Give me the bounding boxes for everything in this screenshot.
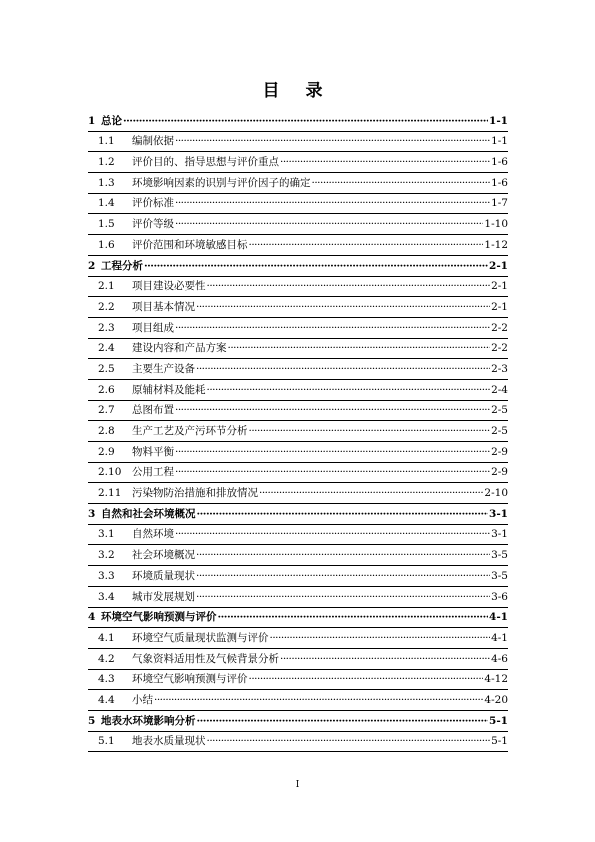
toc-dot-leader xyxy=(196,362,490,377)
toc-section-entry[interactable] xyxy=(88,566,508,587)
toc-dot-leader xyxy=(175,465,490,480)
toc-entry-number: 3.1 xyxy=(98,528,115,541)
toc-entry-number: 4.3 xyxy=(98,673,115,686)
toc-entry-page: 1-1 xyxy=(489,114,508,127)
toc-dot-leader xyxy=(175,134,490,149)
toc-entry-page: 3-5 xyxy=(491,549,508,562)
toc-entry-page: 2-9 xyxy=(491,466,508,479)
toc-entry-number: 2.5 xyxy=(98,362,115,375)
toc-entry-title: 环境影响因素的识别与评价因子的确定 xyxy=(132,176,311,189)
toc-entry-page: 5-1 xyxy=(489,714,508,727)
toc-entry-title: 主要生产设备 xyxy=(132,362,195,375)
toc-entry-number: 1.2 xyxy=(98,156,115,169)
toc-dot-leader xyxy=(249,672,484,687)
toc-entry-title: 物料平衡 xyxy=(132,445,174,458)
toc-entry-number: 2.4 xyxy=(98,342,115,355)
toc-section-entry[interactable] xyxy=(88,463,508,484)
toc-entry-title: 小结 xyxy=(132,693,153,706)
toc-section-entry[interactable] xyxy=(88,587,508,608)
toc-chapter-entry[interactable] xyxy=(88,711,508,732)
toc-entry-number: 2.6 xyxy=(98,383,115,396)
toc-entry-number: 1.1 xyxy=(98,135,115,148)
toc-dot-leader xyxy=(197,714,489,729)
toc-dot-leader xyxy=(123,114,488,129)
toc-entry-title: 地表水质量现状 xyxy=(132,735,206,748)
toc-section-entry[interactable] xyxy=(88,442,508,463)
toc-section-entry[interactable] xyxy=(88,297,508,318)
toc-section-entry[interactable] xyxy=(88,545,508,566)
toc-entry-number: 2.11 xyxy=(98,487,122,500)
toc-entry-page: 2-2 xyxy=(491,321,508,334)
toc-section-entry[interactable] xyxy=(88,152,508,173)
toc-entry-title: 原辅材料及能耗 xyxy=(132,383,206,396)
toc-entry-title: 社会环境概况 xyxy=(132,549,195,562)
toc-entry-page: 3-1 xyxy=(491,528,508,541)
table-of-contents xyxy=(88,111,508,752)
toc-dot-leader xyxy=(196,548,490,563)
toc-section-entry[interactable] xyxy=(88,690,508,711)
toc-dot-leader xyxy=(228,341,491,356)
toc-entry-page: 1-1 xyxy=(491,135,508,148)
toc-entry-title: 编制依据 xyxy=(132,135,174,148)
toc-dot-leader xyxy=(175,217,483,232)
toc-dot-leader xyxy=(154,693,483,708)
toc-entry-title: 自然环境 xyxy=(132,528,174,541)
toc-section-entry[interactable] xyxy=(88,649,508,670)
toc-entry-page: 2-1 xyxy=(489,259,508,272)
toc-entry-title: 自然和社会环境概况 xyxy=(101,507,196,520)
toc-entry-page: 5-1 xyxy=(491,735,508,748)
toc-dot-leader xyxy=(207,734,491,749)
toc-entry-page: 3-1 xyxy=(489,507,508,520)
toc-entry-number: 2.2 xyxy=(98,300,115,313)
toc-entry-title: 工程分析 xyxy=(101,259,143,272)
toc-entry-number: 3 xyxy=(88,507,96,520)
toc-entry-title: 污染物防治措施和排放情况 xyxy=(132,487,258,500)
toc-chapter-entry[interactable] xyxy=(88,256,508,277)
toc-entry-title: 公用工程 xyxy=(132,466,174,479)
toc-section-entry[interactable] xyxy=(88,132,508,153)
toc-entry-page: 2-5 xyxy=(491,425,508,437)
toc-section-entry[interactable] xyxy=(88,339,508,360)
toc-entry-number: 2.1 xyxy=(98,280,115,293)
toc-section-entry[interactable] xyxy=(88,380,508,401)
toc-entry-page: 2-4 xyxy=(491,383,508,396)
toc-entry-page: 2-2 xyxy=(491,342,508,355)
toc-entry-number: 1 xyxy=(88,114,96,127)
toc-entry-page: 1-7 xyxy=(491,197,508,210)
toc-entry-number: 3.2 xyxy=(98,549,115,562)
toc-entry-page: 4-12 xyxy=(484,673,508,686)
toc-entry-title: 环境空气质量现状监测与评价 xyxy=(132,631,269,644)
toc-dot-leader xyxy=(175,527,490,542)
toc-dot-leader xyxy=(249,424,491,439)
toc-section-entry[interactable] xyxy=(88,525,508,546)
toc-section-entry[interactable] xyxy=(88,235,508,256)
toc-entry-page: 3-5 xyxy=(491,569,508,582)
toc-dot-leader xyxy=(207,383,491,398)
toc-entry-title: 评价标准 xyxy=(132,197,174,210)
toc-entry-page: 1-6 xyxy=(491,156,508,169)
toc-entry-page: 4-1 xyxy=(491,631,508,644)
toc-section-entry[interactable] xyxy=(88,214,508,235)
toc-title: 目 录 xyxy=(262,81,333,101)
toc-chapter-entry[interactable] xyxy=(88,504,508,525)
toc-entry-number: 2.9 xyxy=(98,445,115,458)
toc-entry-title: 评价目的、指导思想与评价重点 xyxy=(132,156,279,169)
toc-entry-page: 4-1 xyxy=(489,611,508,624)
toc-dot-leader xyxy=(175,321,490,336)
toc-section-entry[interactable] xyxy=(88,670,508,691)
toc-entry-title: 生产工艺及产污环节分析 xyxy=(132,425,248,437)
toc-chapter-entry[interactable] xyxy=(88,111,508,132)
toc-entry-number: 4 xyxy=(88,611,96,624)
toc-dot-leader xyxy=(259,486,483,501)
toc-dot-leader xyxy=(196,300,490,315)
toc-dot-leader xyxy=(218,610,489,625)
toc-entry-title: 评价范围和环境敏感目标 xyxy=(132,238,248,251)
toc-dot-leader xyxy=(175,403,490,418)
toc-entry-number: 1.6 xyxy=(98,238,115,251)
toc-entry-number: 2.7 xyxy=(98,404,115,417)
toc-entry-number: 1.4 xyxy=(98,197,115,210)
toc-entry-title: 地表水环境影响分析 xyxy=(101,714,196,727)
toc-dot-leader xyxy=(270,631,491,646)
toc-entry-title: 环境空气影响预测与评价 xyxy=(101,611,217,624)
toc-entry-title: 环境空气影响预测与评价 xyxy=(132,673,248,686)
toc-entry-page: 2-10 xyxy=(484,487,508,500)
toc-section-entry[interactable] xyxy=(88,359,508,380)
toc-entry-number: 2.8 xyxy=(98,425,115,437)
toc-entry-page: 1-10 xyxy=(484,218,508,231)
toc-dot-leader xyxy=(280,155,490,170)
toc-entry-number: 3.4 xyxy=(98,590,115,603)
toc-entry-title: 项目基本情况 xyxy=(132,300,195,313)
toc-entry-title: 环境质量现状 xyxy=(132,569,195,582)
toc-entry-number: 4.2 xyxy=(98,652,115,665)
toc-entry-number: 3.3 xyxy=(98,569,115,582)
toc-section-entry[interactable] xyxy=(88,173,508,194)
toc-entry-number: 5.1 xyxy=(98,735,115,748)
toc-entry-number: 1.5 xyxy=(98,218,115,231)
toc-section-entry[interactable] xyxy=(88,277,508,298)
toc-entry-title: 项目组成 xyxy=(132,321,174,334)
toc-dot-leader xyxy=(196,590,490,605)
toc-entry-number: 4.1 xyxy=(98,631,115,644)
toc-entry-page: 4-6 xyxy=(491,652,508,665)
page-number: I xyxy=(295,780,300,790)
toc-dot-leader xyxy=(207,279,491,294)
toc-entry-title: 项目建设必要性 xyxy=(132,280,206,293)
toc-section-entry[interactable] xyxy=(88,401,508,422)
toc-entry-page: 2-5 xyxy=(491,404,508,417)
toc-entry-number: 1.3 xyxy=(98,176,115,189)
toc-entry-title: 评价等级 xyxy=(132,218,174,231)
toc-dot-leader xyxy=(312,176,491,191)
toc-section-entry[interactable] xyxy=(88,318,508,339)
toc-entry-number: 2.3 xyxy=(98,321,115,334)
toc-dot-leader xyxy=(144,259,488,274)
toc-dot-leader xyxy=(249,238,484,253)
toc-entry-page: 1-6 xyxy=(491,176,508,189)
toc-entry-title: 总论 xyxy=(101,114,122,127)
toc-entry-page: 2-1 xyxy=(491,280,508,293)
toc-section-entry[interactable] xyxy=(88,194,508,215)
toc-entry-title: 气象资料适用性及气候背景分析 xyxy=(132,652,279,665)
toc-section-entry[interactable] xyxy=(88,483,508,504)
toc-entry-page: 1-12 xyxy=(484,238,508,251)
toc-dot-leader xyxy=(175,196,490,211)
toc-entry-number: 4.4 xyxy=(98,693,115,706)
toc-section-entry[interactable] xyxy=(88,421,508,442)
toc-entry-page: 2-9 xyxy=(491,445,508,458)
toc-entry-title: 城市发展规划 xyxy=(132,590,195,603)
toc-entry-page: 2-1 xyxy=(491,300,508,313)
toc-dot-leader xyxy=(197,507,489,522)
toc-section-entry[interactable] xyxy=(88,628,508,649)
toc-chapter-entry[interactable] xyxy=(88,608,508,629)
toc-dot-leader xyxy=(175,445,490,460)
toc-entry-page: 4-20 xyxy=(484,693,508,706)
toc-entry-title: 总图布置 xyxy=(132,404,174,417)
toc-dot-leader xyxy=(280,652,490,667)
toc-entry-page: 3-6 xyxy=(491,590,508,603)
toc-entry-page: 2-3 xyxy=(491,362,508,375)
toc-dot-leader xyxy=(196,569,490,584)
toc-entry-title: 建设内容和产品方案 xyxy=(132,342,227,355)
toc-entry-number: 5 xyxy=(88,714,96,727)
toc-entry-number: 2 xyxy=(88,259,96,272)
toc-entry-number: 2.10 xyxy=(98,466,122,479)
toc-section-entry[interactable] xyxy=(88,732,508,753)
